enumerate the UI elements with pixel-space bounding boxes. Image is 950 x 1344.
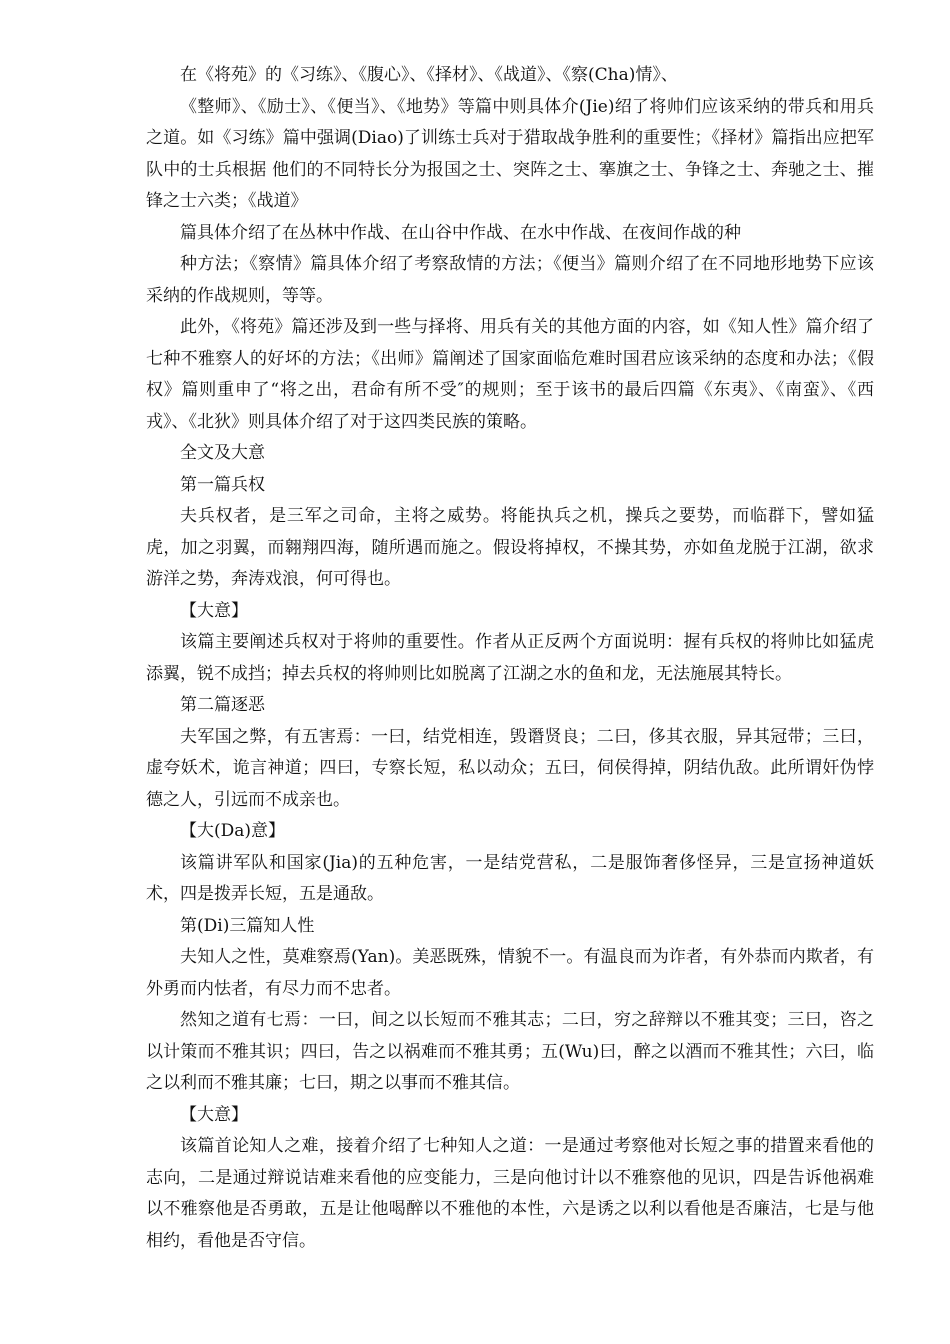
chapter-text-1: 夫兵权者，是三军之司命，主将之威势。将能执兵之机，操兵之要势，而临群下，譬如猛虎，加之羽翼，而翱翔四海，随所遇而施之。假设将掉权，不操其势，亦如鱼龙脱于江湖，欲求游洋之势，奔涛戏浪，何可得也。 bbox=[146, 506, 874, 589]
section-heading-fulltext: 全文及大意 bbox=[180, 443, 265, 463]
chapter-title-2: 第二篇逐恶 bbox=[180, 695, 265, 715]
chapter-text-2: 夫军国之弊，有五害焉：一曰，结党相连，毁谮贤良；二曰，侈其衣服，异其冠带；三曰，虚夸妖术，诡言神道；四曰，专察长短，私以动众；五曰，伺侯得掉，阴结仇敌。此所谓奸伪悖德之人，引远而不成亲也。 bbox=[146, 726, 874, 810]
summary-label-3: 【大意】 bbox=[180, 1104, 248, 1125]
chapter-text-3a: 夫知人之性，莫难察焉(Yan)。美恶既殊，情貌不一。有温良而为诈者，有外恭而内欺者，有外勇而内怯者，有尽力而不忠者。 bbox=[146, 947, 874, 999]
summary-text-1: 该篇主要阐述兵权对于将帅的重要性。作者从正反两个方面说明：握有兵权的将帅比如猛虎添翼，锐不成挡；掉去兵权的将帅则比如脱离了江湖之水的鱼和龙，无法施展其特长。 bbox=[146, 632, 874, 684]
paragraph-intro-2: 《整师》、《励士》、《便当》、《地势》等篇中则具体介(Jie)绍了将帅们应该采纳的带兵和用兵之道。如《习练》篇中强调(Diao)了训练士兵对于猎取战争胜利的重要性；《择材》篇指出应把军队中的士兵根据 他们的不同特长分为报国之士、突阵之士、搴旗之士、争锋之士、奔驰之士、摧锋之士六类；《战道》 bbox=[146, 96, 874, 211]
summary-label-2: 【大(Da)意】 bbox=[180, 821, 286, 841]
chapter-title-3: 第(Di)三篇知人性 bbox=[180, 915, 315, 936]
summary-label-1: 【大意】 bbox=[180, 600, 248, 621]
paragraph-intro-3: 篇具体介绍了在丛林中作战、在山谷中作战、在水中作战、在夜间作战的种 bbox=[180, 222, 741, 243]
paragraph-intro-1: 在《将苑》的《习练》、《腹心》、《择材》、《战道》、《察(Cha)情》、 bbox=[180, 65, 678, 85]
paragraph-intro-4: 种方法；《察情》篇具体介绍了考察敌情的方法；《便当》篇则介绍了在不同地形地势下应该采纳的作战规则，等等。 bbox=[146, 254, 874, 306]
document-page bbox=[146, 60, 874, 1257]
chapter-text-3b: 然知之道有七焉：一曰，间之以长短而不雅其志；二曰，穷之辞辩以不雅其变；三曰，咨之以计策而不雅其识；四曰，告之以祸难而不雅其勇；五(Wu)曰，醉之以酒而不雅其性；六曰，临之以利而不雅其廉；七曰，期之以事而不雅其信。 bbox=[146, 1010, 874, 1093]
summary-text-2: 该篇讲军队和国家(Jia)的五种危害，一是结党营私，二是服饰奢侈怪异，三是宣扬神道妖术，四是拨弄长短，五是通敌。 bbox=[146, 852, 874, 904]
chapter-title-1: 第一篇兵权 bbox=[180, 474, 265, 495]
summary-text-3: 该篇首论知人之难，接着介绍了七种知人之道：一是通过考察他对长短之事的措置来看他的志向，二是通过辩说诘难来看他的应变能力，三是向他讨计以不雅察他的见识，四是告诉他祸难以不雅察他是否勇敢，五是让他喝醉以不雅他的本性，六是诱之以利以看他是否廉洁，七是与他相约，看他是否守信。 bbox=[146, 1136, 874, 1251]
paragraph-intro-5: 此外，《将苑》篇还涉及到一些与择将、用兵有关的其他方面的内容，如《知人性》篇介绍了七种不雅察人的好坏的方法；《出师》篇阐述了国家面临危难时国君应该采纳的态度和办法；《假权》篇则重申了“将之出，君命有所不受″的规则；至于该书的最后四篇《东夷》、《南蛮》、《西戎》、《北狄》则具体介绍了对于这四类民族的策略。 bbox=[146, 317, 874, 432]
